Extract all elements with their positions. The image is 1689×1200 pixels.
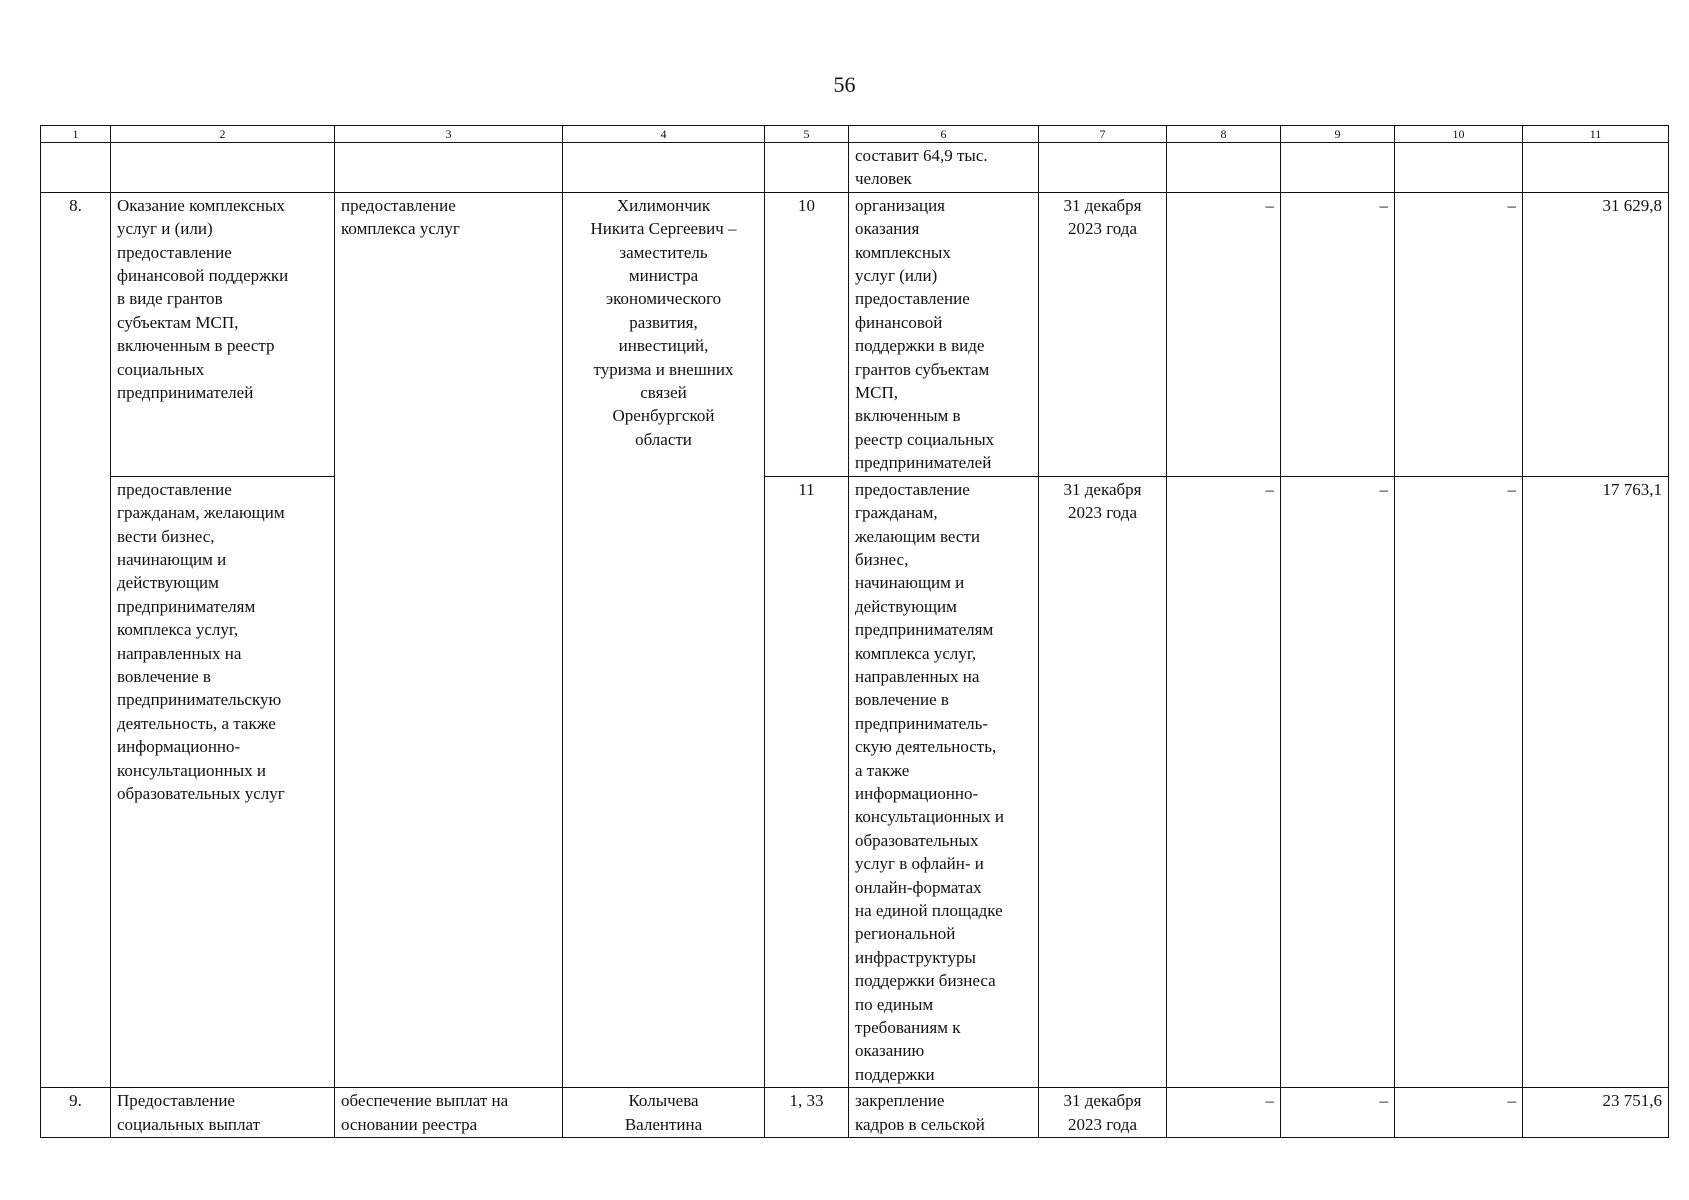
value-cell: – — [1167, 1088, 1281, 1138]
measure-cell: предоставление комплекса услуг — [335, 192, 563, 1087]
value-cell: – — [1167, 192, 1281, 476]
date-cell: 31 декабря 2023 года — [1039, 476, 1167, 1088]
amount-cell: 23 751,6 — [1523, 1088, 1669, 1138]
date-cell: 31 декабря 2023 года — [1039, 192, 1167, 476]
task-cell: Предоставление социальных выплат — [111, 1088, 335, 1138]
column-header: 9 — [1281, 126, 1395, 143]
page-number: 56 — [833, 72, 856, 97]
table-cell — [1395, 143, 1523, 193]
value-cell: – — [1395, 192, 1523, 476]
amount-cell: 31 629,8 — [1523, 192, 1669, 476]
date-cell: 31 декабря 2023 года — [1039, 1088, 1167, 1138]
result-cell: организация оказания комплексных услуг (или) предоставление финансовой поддержки в виде грантов субъектам МСП, включенным в реестр социальных предпринимателей — [849, 192, 1039, 476]
row-number: 9. — [41, 1088, 111, 1138]
table-cell — [335, 143, 563, 193]
responsible-cell: Хилимончик Никита Сергеевич – заместитель министра экономического развития, инвестиций, туризма и внешних связей Оренбургской области — [563, 192, 765, 1087]
table-cell — [41, 143, 111, 193]
indicator-cell: 11 — [765, 476, 849, 1088]
table-row — [41, 476, 1669, 1088]
column-header: 7 — [1039, 126, 1167, 143]
table-cell — [1167, 143, 1281, 193]
column-header: 3 — [335, 126, 563, 143]
indicator-cell: 10 — [765, 192, 849, 476]
measure-cell: обеспечение выплат на основании реестра — [335, 1088, 563, 1138]
value-cell: – — [1281, 476, 1395, 1088]
column-header: 8 — [1167, 126, 1281, 143]
amount-cell: 17 763,1 — [1523, 476, 1669, 1088]
column-header: 5 — [765, 126, 849, 143]
table-cell — [563, 143, 765, 193]
table-cell — [1039, 143, 1167, 193]
task-cell: Оказание комплексных услуг и (или) предоставление финансовой поддержки в виде грантов субъектам МСП, включенным в реестр социальных предпринимателей — [111, 192, 335, 476]
table-cell — [1523, 143, 1669, 193]
column-header: 6 — [849, 126, 1039, 143]
value-cell: – — [1281, 192, 1395, 476]
row-number: 8. — [41, 192, 111, 1087]
indicator-cell: 1, 33 — [765, 1088, 849, 1138]
result-cell: составит 64,9 тыс. человек — [849, 143, 1039, 193]
column-header: 10 — [1395, 126, 1523, 143]
table-row — [41, 192, 1669, 476]
task-cell: предоставление гражданам, желающим вести бизнес, начинающим и действующим предпринимателям комплекса услуг, направленных на вовлечение в предпринимательскую деятельность, а также информационно- консультационных и образовательных услуг — [111, 476, 335, 1088]
value-cell: – — [1167, 476, 1281, 1088]
column-header: 4 — [563, 126, 765, 143]
table-row — [41, 143, 1669, 193]
result-cell: предоставление гражданам, желающим вести бизнес, начинающим и действующим предпринимателям комплекса услуг, направленных на вовлечение в предприниматель- скую деятельность, а также информационно- консультационных и образовательных услуг в офлайн- и онлайн-форматах на единой площадке региональной инфраструктуры поддержки бизнеса по единым требованиям к оказанию поддержки — [849, 476, 1039, 1088]
column-header: 2 — [111, 126, 335, 143]
table-row — [41, 1088, 1669, 1138]
value-cell: – — [1281, 1088, 1395, 1138]
responsible-cell: Колычева Валентина — [563, 1088, 765, 1138]
table-cell — [111, 143, 335, 193]
value-cell: – — [1395, 1088, 1523, 1138]
value-cell: – — [1395, 476, 1523, 1088]
result-cell: закрепление кадров в сельской — [849, 1088, 1039, 1138]
column-numbers-row — [41, 126, 1669, 143]
table-cell — [765, 143, 849, 193]
plan-table — [40, 125, 1669, 1138]
column-header: 1 — [41, 126, 111, 143]
column-header: 11 — [1523, 126, 1669, 143]
table-cell — [1281, 143, 1395, 193]
